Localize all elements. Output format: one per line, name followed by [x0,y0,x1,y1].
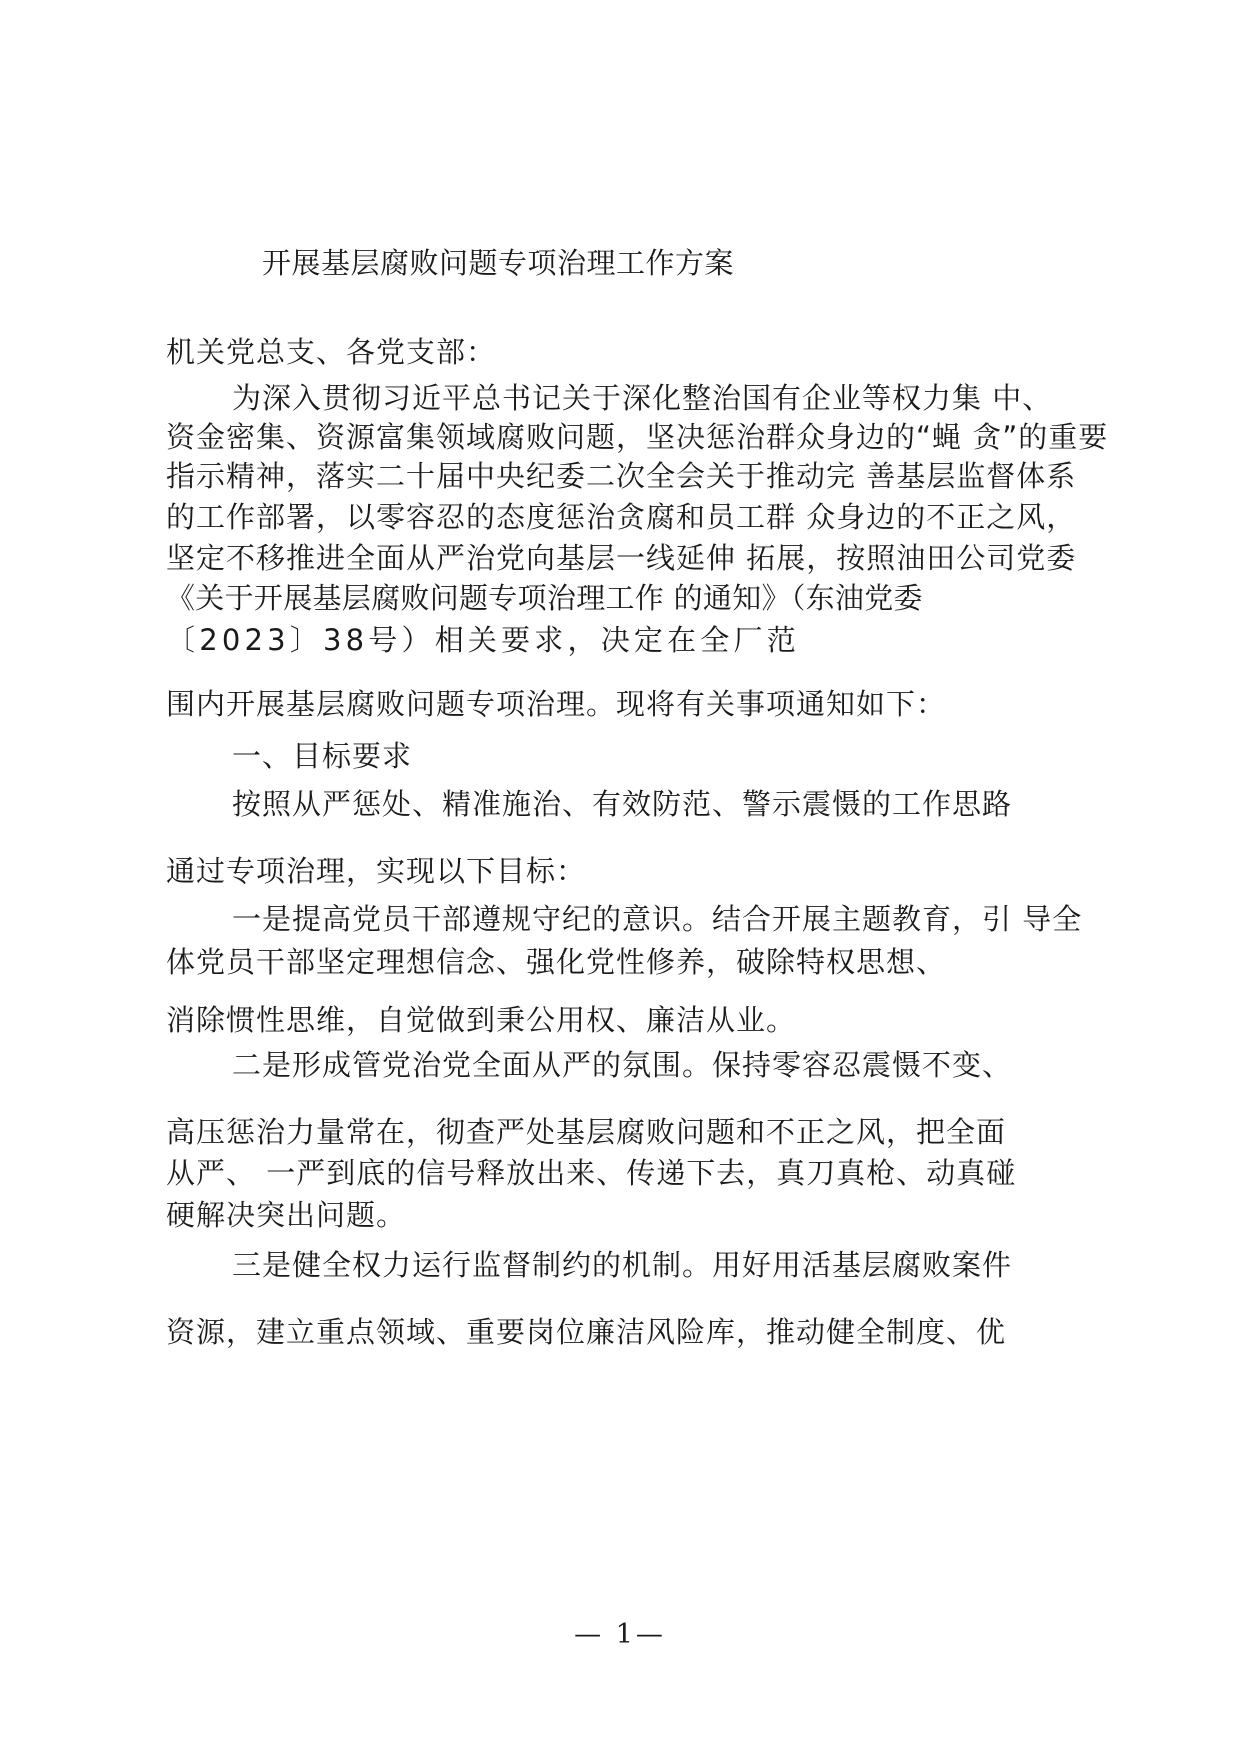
body-line: 坚定不移推进全面从严治党向基层一线延伸 拓展，按照油田公司党委 [166,541,1077,575]
section-heading: 一、目标要求 [232,739,413,773]
body-line: 按照从严惩处、精准施治、有效防范、警示震慑的工作思路 [232,787,1013,821]
page-number: — 1— [574,1619,666,1650]
body-line: 〔2023〕38号）相关要求，决定在全厂范 [166,623,800,657]
body-line: 二是形成管党治党全面从严的氛围。保持零容忍震慑不变、 [232,1048,1013,1082]
body-line: 的工作部署，以零容忍的态度惩治贪腐和员工群 众身边的不正之风， [166,500,1077,534]
body-line: 一是提高党员干部遵规守纪的意识。结合开展主题教育，引 导全 [232,902,1083,936]
body-line: 从严、 一严到底的信号释放出来、传递下去，真刀真枪、动真碰 [166,1156,1017,1190]
body-line: 三是健全权力运行监督制约的机制。用好用活基层腐败案件 [232,1248,1013,1282]
body-line: 为深入贯彻习近平总书记关于深化整治国有企业等权力集 中、 [232,381,1053,415]
body-line: 资源，建立重点领域、重要岗位廉洁风险库，推动健全制度、优 [166,1315,1007,1349]
body-line: 资金密集、资源富集领域腐败问题，坚决惩治群众身边的“蝇 贪”的重要 [166,420,1109,454]
salutation: 机关党总支、各党支部： [166,335,497,369]
document-title: 开展基层腐败问题专项治理工作方案 [262,246,735,280]
body-line: 高压惩治力量常在，彻查严处基层腐败问题和不正之风，把全面 [166,1115,1007,1149]
body-line: 围内开展基层腐败问题专项治理。现将有关事项通知如下： [166,687,947,721]
body-line: 《关于开展基层腐败问题专项治理工作 的通知》（东油党委 [166,581,923,615]
body-line: 指示精神，落实二十届中央纪委二次全会关于推动完 善基层监督体系 [166,459,1077,493]
body-line: 通过专项治理，实现以下目标： [166,854,587,888]
body-line: 硬解决突出问题。 [166,1198,407,1232]
body-line: 消除惯性思维，自觉做到秉公用权、廉洁从业。 [166,1003,797,1037]
body-line: 体党员干部坚定理想信念、强化党性修养，破除特权思想、 [166,945,947,979]
